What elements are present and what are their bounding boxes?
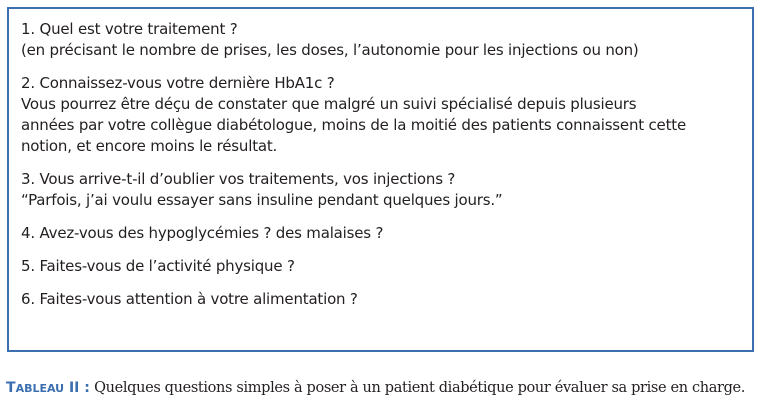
question-3-title: 3. Vous arrive-t-il d’oublier vos traitements, vos injections ? [21, 170, 456, 188]
caption-text: Quelques questions simples à poser à un patient diabétique pour évaluer sa prise en charge. [89, 380, 746, 396]
question-5-title: 5. Faites-vous de l’activité physique ? [21, 257, 295, 275]
question-2-detail-line-1: Vous pourrez être déçu de constater que malgré un suivi spécialisé depuis plusieurs [21, 95, 637, 113]
caption-label-number: II : [64, 380, 90, 396]
question-4-title: 4. Avez-vous des hypoglycémies ? des malaises ? [21, 224, 384, 242]
question-1-title: 1. Quel est votre traitement ? [21, 20, 238, 38]
question-3-quote: “Parfois, j’ai voulu essayer sans insuline pendant quelques jours.” [21, 191, 503, 209]
question-1-detail: (en précisant le nombre de prises, les doses, l’autonomie pour les injections ou non) [21, 41, 639, 59]
question-6-title: 6. Faites-vous attention à votre alimentation ? [21, 290, 358, 308]
caption-label-rest: ABLEAU [15, 382, 65, 395]
caption-label-initial: T [6, 380, 16, 396]
question-2-detail-line-2: années par votre collègue diabétologue, moins de la moitié des patients connaissent cette [21, 116, 686, 134]
caption-label [6, 380, 90, 396]
question-1 [21, 19, 738, 61]
question-2-detail-line-3: notion, et encore moins le résultat. [21, 137, 278, 155]
question-4 [21, 223, 738, 244]
question-2 [21, 73, 738, 157]
table-caption [6, 379, 745, 398]
question-6 [21, 289, 738, 310]
question-5 [21, 256, 738, 277]
questions-table-box [7, 7, 754, 352]
question-3 [21, 169, 738, 211]
question-2-title: 2. Connaissez-vous votre dernière HbA1c ? [21, 74, 335, 92]
